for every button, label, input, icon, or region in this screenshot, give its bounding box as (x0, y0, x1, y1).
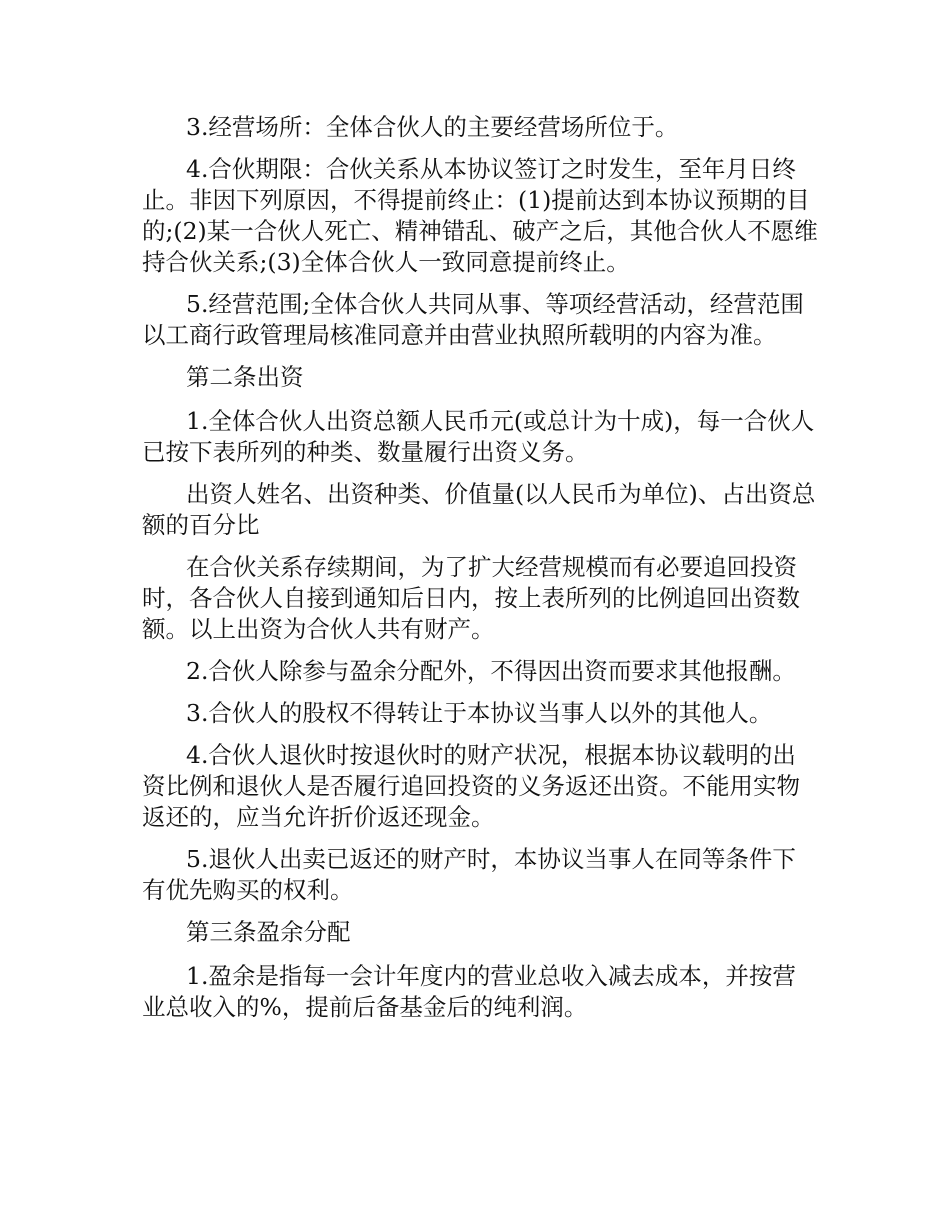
clause-equity-transfer: 3.合伙人的股权不得转让于本协议当事人以外的其他人。 (186, 699, 773, 727)
clause-partnership-term: 4.合伙期限：合伙关系从本协议签订之时发生，至年月日终止。非因下列原因，不得提前终止：(1)提前达到本协议预期的目的;(2)某一合伙人死亡、精神错乱、破产之后，其他合伙人不愿维持合伙关系;(3)全体合伙人一致同意提前终止。 (142, 155, 818, 276)
clause-additional-investment: 在合伙关系存续期间，为了扩大经营规模而有必要追回投资时，各合伙人自接到通知后日内，按上表所列的比例追回出资数额。以上出资为合伙人共有财产。 (142, 553, 800, 643)
clause-business-scope: 5.经营范围;全体合伙人共同从事、等项经营活动，经营范围以工商行政管理局核准同意并由营业执照所载明的内容为准。 (142, 290, 804, 349)
section-heading-capital: 第二条出资 (186, 363, 304, 391)
document-body (142, 112, 818, 1034)
section-heading-profit-distribution: 第三条盈余分配 (186, 918, 351, 946)
clause-profit-definition: 1.盈余是指每一会计年度内的营业总收入减去成本，并按营业总收入的%，提前后备基金后的纯利润。 (142, 962, 796, 1021)
clause-no-other-remuneration: 2.合伙人除参与盈余分配外，不得因出资而要求其他报酬。 (186, 657, 796, 685)
clause-total-capital: 1.全体合伙人出资总额人民币元(或总计为十成)，每一合伙人已按下表所列的种类、数量履行出资义务。 (142, 407, 815, 466)
clause-withdrawal-refund: 4.合伙人退伙时按退伙时的财产状况，根据本协议载明的出资比例和退伙人是否履行追回投资的义务返还出资。不能用实物返还的，应当允许折价返还现金。 (142, 741, 800, 831)
clause-business-premises: 3.经营场所：全体合伙人的主要经营场所位于。 (186, 113, 679, 141)
clause-preemptive-right: 5.退伙人出卖已返还的财产时，本协议当事人在同等条件下有优先购买的权利。 (142, 845, 796, 904)
clause-contributor-table-header: 出资人姓名、出资种类、价值量(以人民币为单位)、占出资总额的百分比 (142, 480, 816, 539)
